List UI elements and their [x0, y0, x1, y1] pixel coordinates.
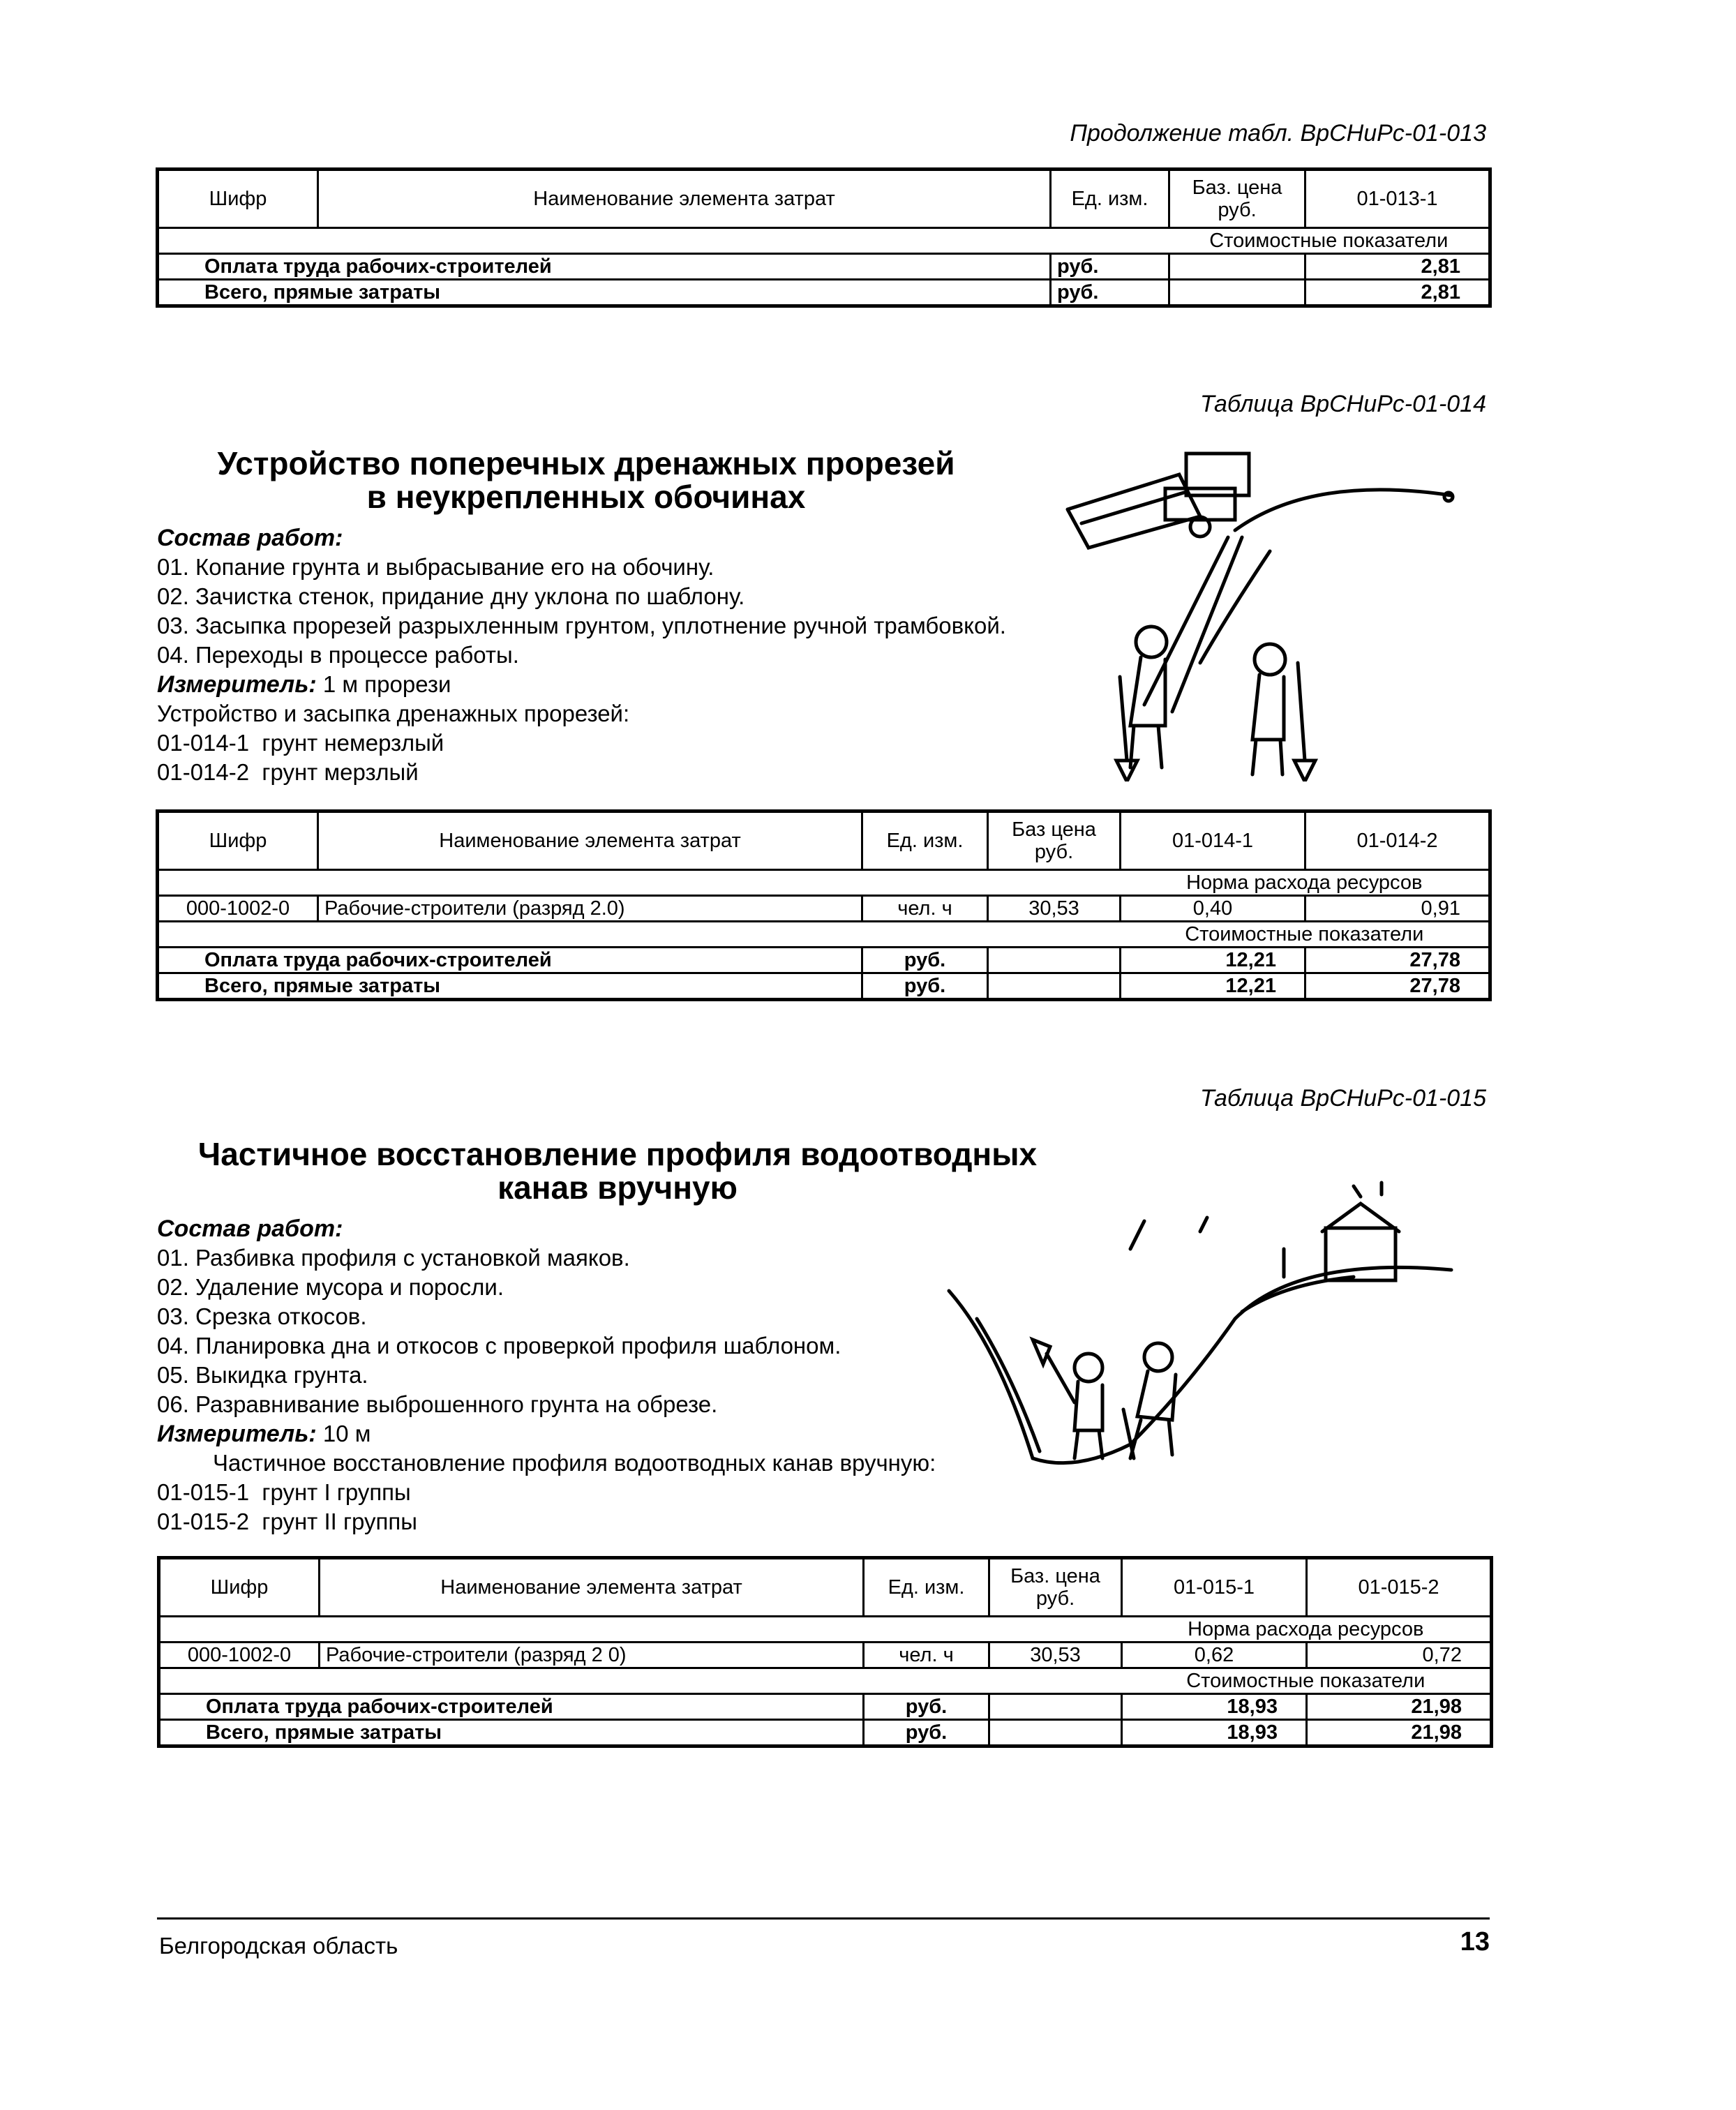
row-value-2: 27,78 — [1305, 948, 1490, 973]
row-name: Оплата труда рабочих-строителей — [158, 254, 1051, 280]
measure-label: Измеритель: — [157, 671, 317, 698]
title-line-2: канав вручную — [497, 1169, 738, 1206]
table-caption-013: Продолжение табл. ВрСНиРс-01-013 — [1070, 120, 1486, 147]
variant-item: 01-014-1 грунт немерзлый — [157, 730, 444, 756]
resource-value-1: 0,40 — [1121, 896, 1305, 922]
work-item: 02. Удаление мусора и поросли. — [157, 1274, 504, 1300]
row-unit: руб. — [862, 948, 988, 973]
resource-price: 30,53 — [988, 896, 1121, 922]
table-row — [159, 1643, 1492, 1668]
header-unit: Ед. изм. — [1051, 170, 1169, 228]
resource-value-2: 0,72 — [1307, 1643, 1492, 1668]
work-item: 06. Разравнивание выброшенного грунта на обрезе. — [157, 1391, 718, 1417]
works-label-015: Состав работ: — [157, 1215, 343, 1242]
table-row — [158, 896, 1490, 922]
work-item: 04. Планировка дна и откосов с проверкой профиля шаблоном. — [157, 1333, 841, 1359]
row-price — [989, 1720, 1122, 1746]
table-015 — [157, 1556, 1493, 1748]
resource-name: Рабочие-строители (разряд 2 0) — [320, 1643, 864, 1668]
table-row — [158, 254, 1490, 280]
resource-unit: чел. ч — [862, 896, 988, 922]
works-list-015 — [157, 1243, 936, 1536]
page-number: 13 — [1460, 1927, 1490, 1956]
table-row — [158, 280, 1490, 306]
title-line-2: в неукрепленных обочинах — [366, 479, 806, 515]
table-row — [158, 973, 1490, 1000]
header-price: Баз цена руб. — [988, 811, 1121, 870]
row-price — [1169, 254, 1305, 280]
resource-value-1: 0,62 — [1122, 1643, 1307, 1668]
resource-unit: чел. ч — [864, 1643, 989, 1668]
header-col-2: 01-015-2 — [1307, 1558, 1492, 1617]
row-value-1: 18,93 — [1122, 1694, 1307, 1720]
group-norm-label: Норма расхода ресурсов — [1122, 1617, 1492, 1643]
table-row — [159, 1694, 1492, 1720]
measure-line — [157, 1419, 936, 1449]
row-price — [989, 1694, 1122, 1720]
measure-value: 1 м прорези — [322, 671, 451, 697]
resource-code: 000-1002-0 — [158, 896, 318, 922]
header-name: Наименование элемента затрат — [318, 170, 1051, 228]
group-spacer — [158, 922, 1121, 948]
resource-value-2: 0,91 — [1305, 896, 1490, 922]
group-spacer — [159, 1668, 1122, 1694]
variants-intro: Устройство и засыпка дренажных прорезей: — [157, 701, 630, 726]
group-cost-label: Стоимостные показатели — [1121, 922, 1490, 948]
row-name: Всего, прямые затраты — [158, 280, 1051, 306]
header-name: Наименование элемента затрат — [318, 811, 862, 870]
work-item: 04. Переходы в процессе работы. — [157, 642, 519, 668]
header-name: Наименование элемента затрат — [320, 1558, 864, 1617]
workers-ditch-icon — [935, 1179, 1465, 1486]
group-spacer — [159, 1617, 1122, 1643]
table-row — [159, 1720, 1492, 1746]
header-code: Шифр — [158, 811, 318, 870]
footer-divider — [157, 1917, 1490, 1920]
title-line-1: Частичное восстановление профиля водоотводных — [197, 1136, 1038, 1172]
group-spacer — [158, 228, 1169, 254]
row-value-1: 2,81 — [1305, 280, 1490, 306]
works-list-014 — [157, 553, 1006, 787]
table-caption-014: Таблица ВрСНиРс-01-014 — [1199, 391, 1486, 417]
header-price: Баз. цена руб. — [1169, 170, 1305, 228]
row-price — [1169, 280, 1305, 306]
row-value-2: 27,78 — [1305, 973, 1490, 1000]
header-col-1: 01-014-1 — [1121, 811, 1305, 870]
row-value-1: 2,81 — [1305, 254, 1490, 280]
resource-code: 000-1002-0 — [159, 1643, 320, 1668]
header-col-1: 01-013-1 — [1305, 170, 1490, 228]
table-014 — [156, 809, 1492, 1001]
table-row — [158, 948, 1490, 973]
work-item: 01. Копание грунта и выбрасывание его на обочину. — [157, 554, 714, 580]
row-unit: руб. — [864, 1694, 989, 1720]
work-item: 05. Выкидка грунта. — [157, 1362, 368, 1388]
group-cost-label: Стоимостные показатели — [1169, 228, 1490, 254]
table-013 — [156, 167, 1492, 308]
row-name: Оплата труда рабочих-строителей — [159, 1694, 864, 1720]
work-item: 03. Засыпка прорезей разрыхленным грунтом, уплотнение ручной трамбовкой. — [157, 613, 1006, 638]
row-value-1: 12,21 — [1121, 948, 1305, 973]
group-cost-label: Стоимостные показатели — [1122, 1668, 1492, 1694]
variants-intro: Частичное восстановление профиля водоотводных канав вручную: — [213, 1450, 936, 1476]
row-unit: руб. — [864, 1720, 989, 1746]
work-item: 02. Зачистка стенок, придание дну уклона по шаблону. — [157, 583, 745, 609]
header-code: Шифр — [159, 1558, 320, 1617]
variant-item: 01-015-1 грунт I группы — [157, 1479, 411, 1505]
title-line-1: Устройство поперечных дренажных прорезей — [217, 445, 955, 481]
measure-line — [157, 670, 1006, 699]
header-code: Шифр — [158, 170, 318, 228]
works-label-014: Состав работ: — [157, 525, 343, 551]
row-value-2: 21,98 — [1307, 1694, 1492, 1720]
group-spacer — [158, 870, 1121, 896]
header-col-2: 01-014-2 — [1305, 811, 1490, 870]
group-norm-label: Норма расхода ресурсов — [1121, 870, 1490, 896]
row-unit: руб. — [1051, 254, 1169, 280]
header-price: Баз. цена руб. — [989, 1558, 1122, 1617]
work-item: 03. Срезка откосов. — [157, 1303, 367, 1329]
header-unit: Ед. изм. — [864, 1558, 989, 1617]
header-col-1: 01-015-1 — [1122, 1558, 1307, 1617]
resource-price: 30,53 — [989, 1643, 1122, 1668]
resource-name: Рабочие-строители (разряд 2.0) — [318, 896, 862, 922]
row-name: Всего, прямые затраты — [159, 1720, 864, 1746]
row-name: Оплата труда рабочих-строителей — [158, 948, 862, 973]
measure-label: Измеритель: — [157, 1421, 317, 1447]
row-value-1: 18,93 — [1122, 1720, 1307, 1746]
section-title-014 — [157, 447, 1015, 514]
footer-region: Белгородская область — [159, 1933, 398, 1959]
row-value-2: 21,98 — [1307, 1720, 1492, 1746]
row-price — [988, 948, 1121, 973]
row-unit: руб. — [1051, 280, 1169, 306]
row-name: Всего, прямые затраты — [158, 973, 862, 1000]
row-value-1: 12,21 — [1121, 973, 1305, 1000]
work-item: 01. Разбивка профиля с установкой маяков. — [157, 1245, 630, 1271]
row-price — [988, 973, 1121, 1000]
table-caption-015: Таблица ВрСНиРс-01-015 — [1199, 1085, 1486, 1112]
variant-item: 01-014-2 грунт мерзлый — [157, 759, 419, 785]
header-unit: Ед. изм. — [862, 811, 988, 870]
variant-item: 01-015-2 грунт II группы — [157, 1509, 417, 1534]
workers-digging-drain-icon — [1061, 433, 1458, 781]
row-unit: руб. — [862, 973, 988, 1000]
measure-value: 10 м — [322, 1421, 371, 1446]
